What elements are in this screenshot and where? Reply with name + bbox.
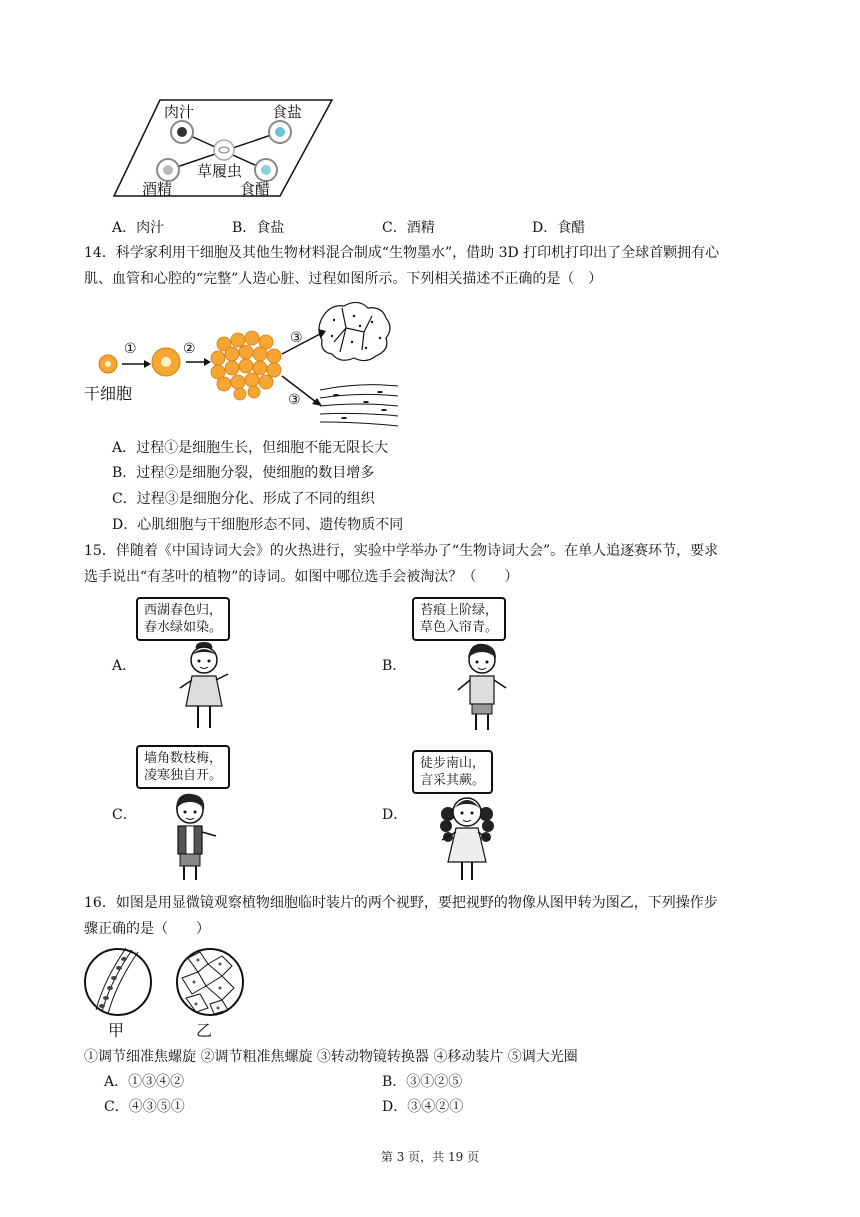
- q13-option-d[interactable]: D．食醋: [532, 220, 586, 236]
- page-number-footer: 第 3 页，共 19 页: [380, 1150, 480, 1164]
- girl-figure-a: [170, 642, 240, 734]
- label-step-2: ②: [183, 341, 196, 357]
- label-step-3-lower: ③: [288, 392, 301, 408]
- label-jia: 甲: [108, 1021, 125, 1040]
- q14-option-d[interactable]: D．心肌细胞与干细胞形态不同、遗传物质不同: [112, 517, 404, 533]
- q16-option-a[interactable]: A．①③④②: [104, 1074, 185, 1090]
- label-vinegar: 食醋: [240, 180, 271, 198]
- q14-stem-line2: 肌、血管和心腔的“完整”人造心脏、过程如图所示。下列相关描述不正确的是（ ）: [84, 271, 603, 287]
- label-step-3-upper: ③: [290, 330, 303, 346]
- q15-stem-line1: 15．伴随着《中国诗词大会》的火热进行，实验中学举办了“生物诗词大会”。在单人追逐赛环节，要求: [84, 543, 719, 559]
- label-alcohol: 酒精: [142, 180, 173, 198]
- q15-option-a-speech-bubble: 西湖春色归， 春水绿如染。: [136, 597, 230, 641]
- q16-stem-line1: 16．如图是用显微镜观察植物细胞临时装片的两个视野，要把视野的物像从图甲转为图乙，下列操作步: [84, 895, 718, 911]
- q15-stem-line2: 选手说出“有茎叶的植物”的诗词。如图中哪位选手会被淘汰？（ ）: [84, 569, 519, 585]
- microscope-views-figure: [82, 944, 254, 1024]
- q16-steps: ①调节细准焦螺旋 ②调节粗准焦螺旋 ③转动物镜转换器 ④移动装片 ⑤调大光圈: [84, 1049, 578, 1065]
- boy-figure-c: [158, 792, 228, 884]
- q16-option-b[interactable]: B．③①②⑤: [382, 1074, 463, 1090]
- q15-option-b-label[interactable]: B．: [382, 658, 407, 674]
- label-salt: 食盐: [272, 103, 303, 121]
- stem-cell-process-figure: [84, 298, 414, 430]
- q15-option-c-label[interactable]: C．: [112, 807, 137, 823]
- q14-option-c[interactable]: C．过程③是细胞分化、形成了不同的组织: [112, 491, 375, 507]
- q13-option-b[interactable]: B．食盐: [232, 220, 285, 236]
- q15-option-b-speech-bubble: 苔痕上阶绿， 草色入帘青。: [412, 597, 506, 641]
- view-jia: [85, 949, 151, 1015]
- q15-option-c-speech-bubble: 墙角数枝梅， 凌寒独自开。: [136, 745, 230, 789]
- girl-figure-d: [432, 792, 502, 884]
- q14-option-b[interactable]: B．过程②是细胞分裂，使细胞的数目增多: [112, 465, 375, 481]
- label-step-1: ①: [124, 341, 137, 357]
- label-paramecium: 草履虫: [197, 162, 243, 180]
- label-yi: 乙: [196, 1021, 213, 1040]
- q14-stem-line1: 14．科学家利用干细胞及其他生物材料混合制成“生物墨水”，借助 3D 打印机打印出了全球首颗拥有心: [84, 245, 720, 261]
- label-stem-cell: 干细胞: [84, 384, 133, 403]
- label-meat-juice: 肉汁: [164, 103, 195, 121]
- q15-option-d-label[interactable]: D．: [382, 807, 408, 823]
- q16-stem-line2: 骤正确的是（ ）: [84, 921, 210, 937]
- boy-figure-b: [448, 642, 518, 734]
- q16-option-c[interactable]: C．④③⑤①: [104, 1099, 185, 1115]
- q13-option-a[interactable]: A．肉汁: [112, 220, 165, 236]
- q14-option-a[interactable]: A．过程①是细胞生长，但细胞不能无限长大: [112, 440, 389, 456]
- q13-option-c[interactable]: C．酒精: [382, 220, 435, 236]
- q15-option-a-label[interactable]: A．: [112, 658, 137, 674]
- q16-option-d[interactable]: D．③④②①: [382, 1099, 464, 1115]
- q15-option-d-speech-bubble: 徒步南山， 言采其蕨。: [412, 750, 493, 794]
- paramecium-center-dish: [214, 140, 234, 160]
